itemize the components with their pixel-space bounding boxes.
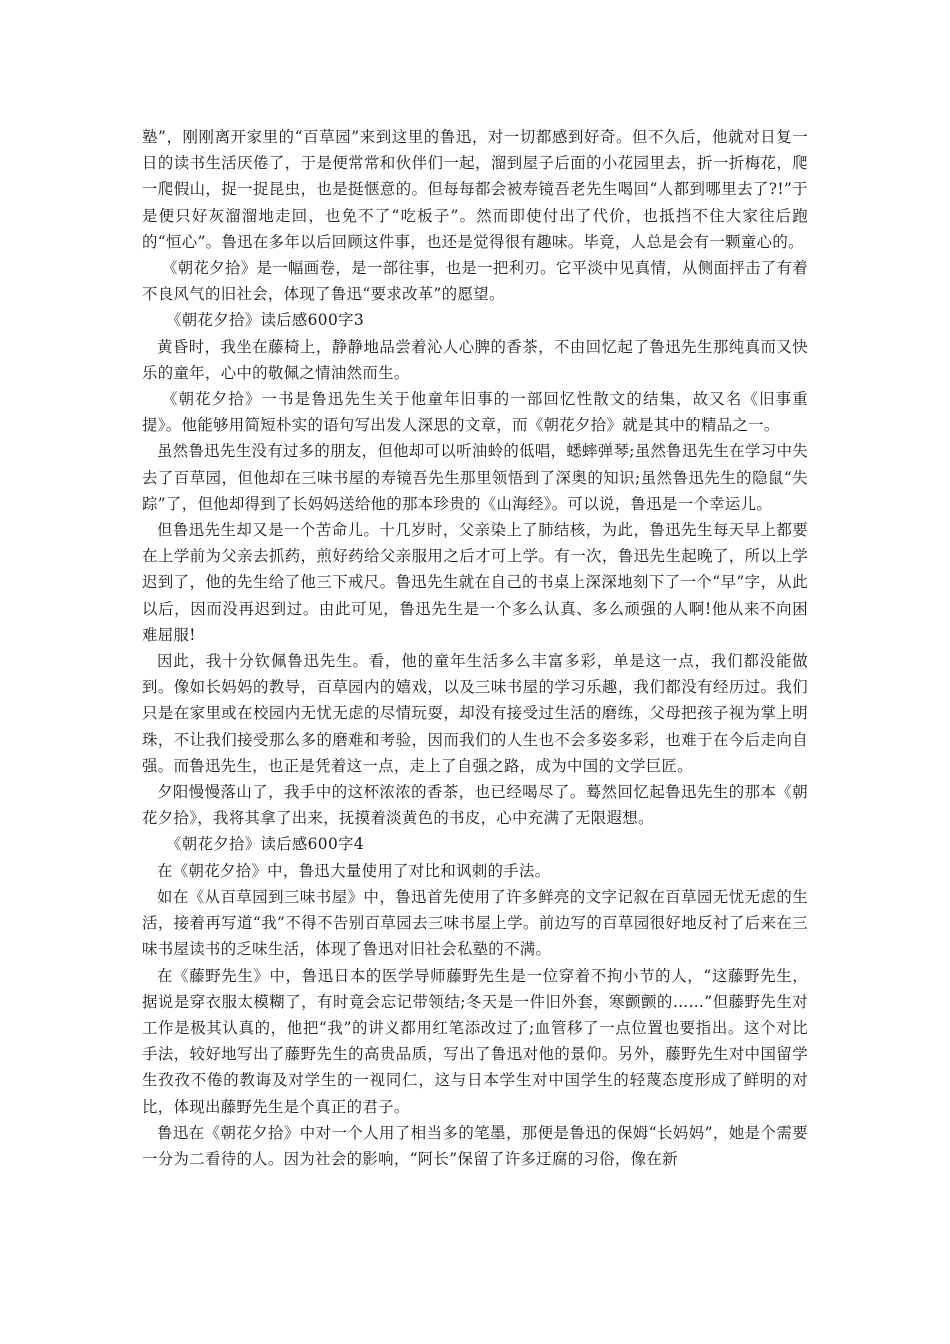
- paragraph: 因此，我十分钦佩鲁迅先生。看，他的童年生活多么丰富多彩，单是这一点，我们都没能做到。像如长妈妈的教导，百草园内的嬉戏，以及三味书屋的学习乐趣，我们都没有经历过。我们只是在家里或在校园内无忧无虑的尽情玩耍，却没有接受过生活的磨练，父母把孩子视为掌上明珠，不让我们接受那么多的磨难和考验，因而我们的人生也不会多姿多彩，也难于在今后走向自强。而鲁迅先生，也正是凭着这一点，走上了自强之路，成为中国的文学巨匠。: [142, 652, 808, 775]
- section-heading-4: 《朝花夕拾》读后感600字4: [166, 835, 364, 854]
- paragraph: 《朝花夕拾》一书是鲁迅先生关于他童年旧事的一部回忆性散文的结集，故又名《旧事重提》。他能够用简短朴实的语句写出发人深思的文章，而《朝花夕拾》就是其中的精品之一。: [142, 390, 808, 435]
- paragraph: 鲁迅在《朝花夕拾》中对一个人用了相当多的笔墨，那便是鲁迅的保姆“长妈妈”，她是个需要一分为二看待的人。因为社会的影响，“阿长”保留了许多迂腐的习俗，像在新: [142, 1123, 808, 1168]
- paragraph: 黄昏时，我坐在藤椅上，静静地品尝着沁人心脾的香茶，不由回忆起了鲁迅先生那纯真而又快乐的童年，心中的敬佩之情油然而生。: [142, 337, 808, 382]
- paragraph: 夕阳慢慢落山了，我手中的这杯浓浓的香茶，也已经喝尽了。蓦然回忆起鲁迅先生的那本《朝花夕拾》，我将其拿了出来，抚摸着淡黄色的书皮，心中充满了无限遐想。: [142, 783, 808, 828]
- paragraph-continuation: 塾”，刚刚离开家里的“百草园”来到这里的鲁迅，对一切都感到好奇。但不久后，他就对日复一日的读书生活厌倦了，于是便常常和伙伴们一起，溜到屋子后面的小花园里去，折一折梅花，爬一爬假山，捉一捉昆虫，也是挺惬意的。但每每都会被寿镜吾老先生喝回“人都到哪里去了?!”于是便只好灰溜溜地走回，也免不了“吃板子”。然而即使付出了代价，也抵挡不住大家往后跑的“恒心”。鲁迅在多年以后回顾这件事，也还是觉得很有趣味。毕竟，人总是会有一颗童心的。: [142, 128, 808, 251]
- paragraph: 在《藤野先生》中，鲁迅日本的医学导师藤野先生是一位穿着不拘小节的人，“这藤野先生，据说是穿衣服太模糊了，有时竟会忘记带领结;冬天是一件旧外套，寒颤颤的……”但藤野先生对工作是极其认真的，他把“我”的讲义都用红笔添改过了;血管移了一点位置也要指出。这个对比手法，较好地写出了藤野先生的高贵品质，写出了鲁迅对他的景仰。另外，藤野先生对中国留学生孜孜不倦的教诲及对学生的一视同仁，这与日本学生对中国学生的轻蔑态度形成了鲜明的对比，体现出藤野先生是个真正的君子。: [142, 966, 808, 1116]
- paragraph: 虽然鲁迅先生没有过多的朋友，但他却可以听油蛉的低唱，蟋蟀弹琴;虽然鲁迅先生在学习中失去了百草园，但他却在三味书屋的寿镜吾先生那里领悟到了深奥的知识;虽然鲁迅先生的隐鼠“失踪”了，但他却得到了长妈妈送给他的那本珍贵的《山海经》。可以说，鲁迅是一个幸运儿。: [142, 442, 808, 513]
- paragraph: 在《朝花夕拾》中，鲁迅大量使用了对比和讽刺的手法。: [157, 861, 551, 880]
- paragraph: 但鲁迅先生却又是一个苦命儿。十几岁时，父亲染上了肺结核，为此，鲁迅先生每天早上都要在上学前为父亲去抓药，煎好药给父亲服用之后才可上学。有一次，鲁迅先生起晚了，所以上学迟到了，他的先生给了他三下戒尺。鲁迅先生就在自己的书桌上深深地刻下了一个“早”字，从此以后，因而没再迟到过。由此可见，鲁迅先生是一个多么认真、多么顽强的人啊!他从来不向困难屈服!: [142, 521, 808, 644]
- paragraph: 《朝花夕拾》是一幅画卷，是一部往事，也是一把利刃。它平淡中见真情，从侧面抨击了有着不良风气的旧社会，体现了鲁迅“要求改革”的愿望。: [142, 259, 808, 304]
- document-body: [142, 124, 808, 1172]
- section-heading-3: 《朝花夕拾》读后感600字3: [166, 311, 364, 330]
- paragraph: 如在《从百草园到三味书屋》中，鲁迅首先使用了许多鲜亮的文字记叙在百草园无忧无虑的生活，接着再写道“我”不得不告别百草园去三味书屋上学。前边写的百草园很好地反衬了后来在三味书屋读书的乏味生活，体现了鲁迅对旧社会私塾的不满。: [142, 887, 808, 959]
